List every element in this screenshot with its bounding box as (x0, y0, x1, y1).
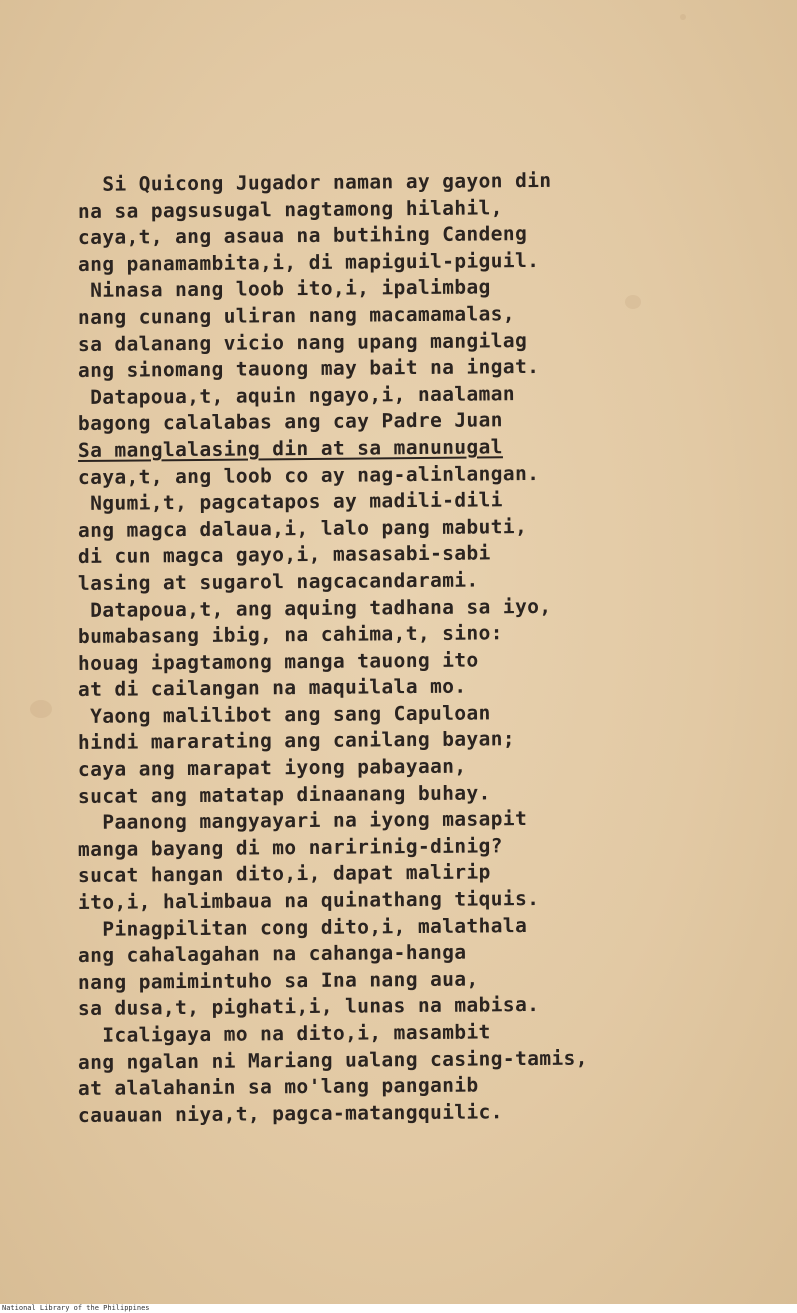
text-line: caya,t, ang loob co ay nag-alinlangan. (77, 461, 540, 489)
text-line: Sa manglalasing din at sa manunugal (77, 435, 503, 462)
text-line: bagong calalabas ang cay Padre Juan (77, 408, 503, 436)
text-line: ang cahalagahan na cahanga-hanga (77, 940, 467, 968)
text-line: cauauan niya,t, pagca-matangquilic. (77, 1100, 503, 1127)
text-line: Yaong malilibot ang sang Capuloan (77, 701, 491, 728)
text-line: Pinagpilitan cong dito,i, malathala (77, 913, 528, 941)
text-line: hindi mararating ang canilang bayan; (77, 727, 516, 755)
paper-stain (680, 14, 686, 20)
text-line: na sa pagsusugal nagtamong hilahil, (77, 195, 503, 223)
text-line: Ngumi,t, pagcatapos ay madili-dili (77, 488, 503, 516)
text-line: Si Quicong Jugador naman ay gayon din (77, 168, 552, 196)
typewritten-poem (77, 168, 778, 1129)
library-credit: National Library of the Philippines (2, 1304, 150, 1312)
text-line: di cun magca gayo,i, masasabi-sabi (77, 541, 491, 569)
text-line: houag ipagtamong manga tauong ito (77, 648, 479, 675)
text-line: ang panamambita,i, di mapiguil-piguil. (77, 248, 540, 276)
text-line: nang pamimintuho sa Ina nang aua, (77, 967, 479, 994)
text-line: at di cailangan na maquilala mo. (77, 674, 467, 702)
text-line: at alalahanin sa mo'lang panganib (77, 1073, 479, 1101)
text-line: lasing at sugarol nagcacandarami. (77, 568, 479, 595)
text-line: nang cunang uliran nang macamamalas, (77, 302, 516, 329)
text-line: Icaligaya mo na dito,i, masambit (77, 1020, 491, 1047)
text-line: sa dusa,t, pighati,i, lunas na mabisa. (77, 993, 540, 1021)
text-line: Paanong mangyayari na iyong masapit (77, 807, 528, 835)
text-line: Datapoua,t, aquin ngayo,i, naalaman (77, 381, 516, 409)
text-line: ang magca dalaua,i, lalo pang mabuti, (77, 514, 528, 542)
text-line: sa dalanang vicio nang upang mangilag (77, 328, 528, 356)
paper-stain (30, 700, 52, 718)
text-line: sucat hangan dito,i, dapat malirip (77, 860, 491, 888)
text-line: Ninasa nang loob ito,i, ipalimbag (77, 275, 491, 303)
text-line: ito,i, halimbaua na quinathang tiquis. (77, 887, 540, 915)
text-line: ang ngalan ni Mariang ualang casing-tamis, (77, 1046, 588, 1074)
text-line: ang sinomang tauong may bait na ingat. (77, 355, 540, 383)
text-line: manga bayang di mo naririnig-dinig? (77, 834, 503, 861)
text-line: sucat ang matatap dinaanang buhay. (77, 781, 491, 808)
text-line: caya ang marapat iyong pabayaan, (77, 754, 467, 782)
text-line: bumabasang ibig, na cahima,t, sino: (77, 621, 503, 649)
text-line: Datapoua,t, ang aquing tadhana sa iyo, (77, 594, 552, 622)
text-line: caya,t, ang asaua na butihing Candeng (77, 222, 528, 250)
